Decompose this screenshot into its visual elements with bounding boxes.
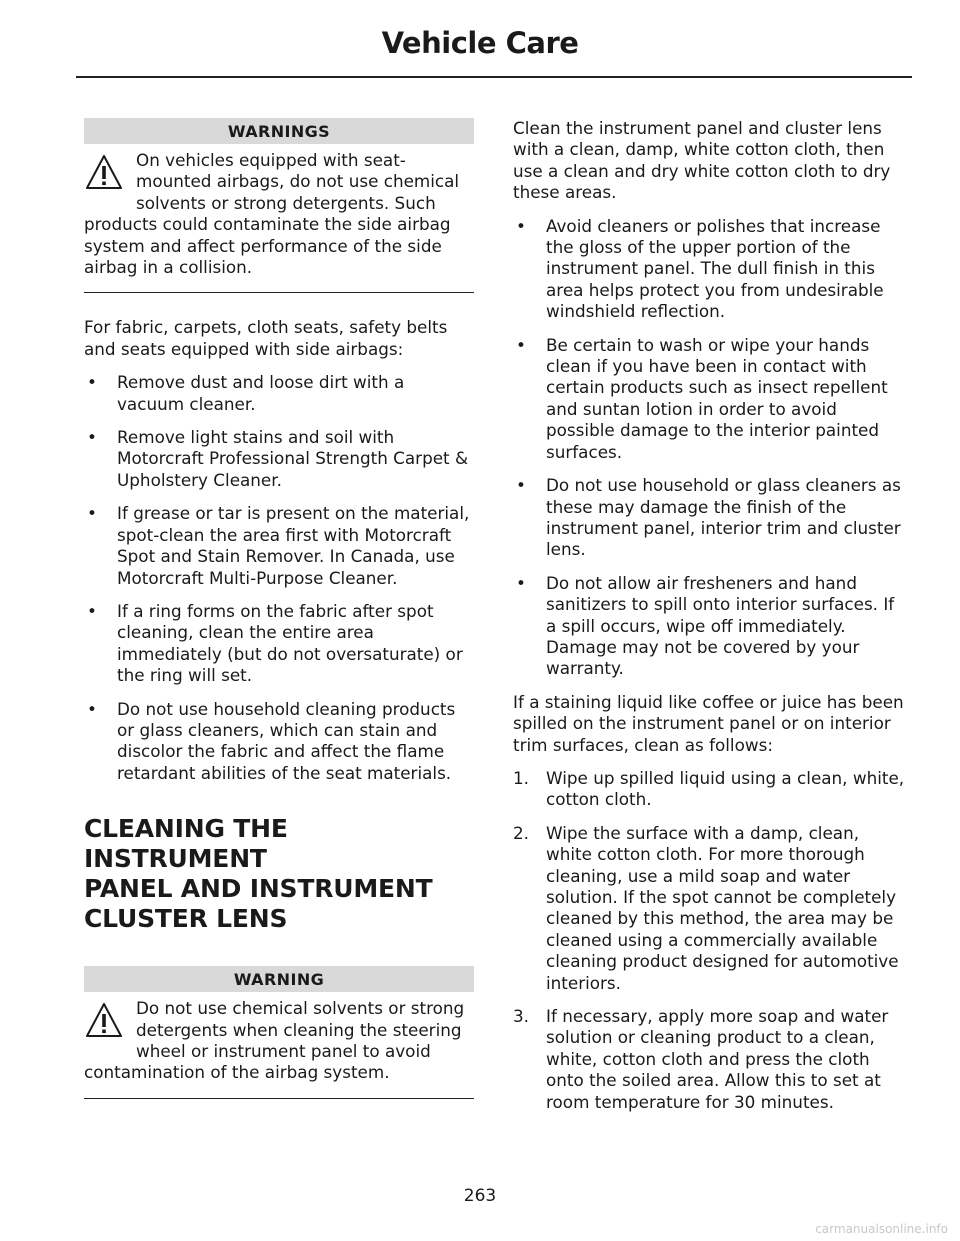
step-number: 2. xyxy=(513,822,530,843)
list-item: • Do not use household or glass cleaners as these may damage the finish of the instrument panel, interior trim and cluster lens. xyxy=(516,475,901,560)
left-column xyxy=(84,118,474,1099)
warning-triangle-icon xyxy=(84,1001,124,1041)
list-item: • If grease or tar is present on the material, spot-clean the area first with Motorcraft Spot and Stain Remover. In Canada, use Motorcraft Multi-Purpose Cleaner. xyxy=(87,503,470,588)
instrument-panel-intro: Clean the instrument panel and cluster lens with a clean, damp, white cotton cloth, then use a clean and dry white cotton cloth to dry these areas. xyxy=(513,118,891,203)
bullet-marker: • xyxy=(516,475,526,496)
bullet-marker: • xyxy=(87,698,97,719)
bullet-marker: • xyxy=(87,600,97,621)
warning-text: On vehicles equipped with seat-mounted airbags, do not use chemical solvents or strong detergents. Such products could contaminate the side airbag system and affect performance of the side airbag in a collision. xyxy=(84,150,460,278)
list-item: • Do not allow air fresheners and hand sanitizers to spill onto interior surfaces. If a spill occurs, wipe off immediately. Damage may not be covered by your warranty. xyxy=(516,572,895,679)
section-title: CLEANING THE INSTRUMENT PANEL AND INSTRUMENT CLUSTER LENS xyxy=(84,814,433,934)
list-item: • Avoid cleaners or polishes that increase the gloss of the upper portion of the instrument panel. The dull finish in this area helps protect you from undesirable windshield reflection. xyxy=(516,215,884,322)
list-item: • Do not use household cleaning products or glass cleaners, which can stain and discolor the fabric and affect the flame retardant abilities of the seat materials. xyxy=(87,698,456,783)
bullet-marker: • xyxy=(516,215,526,236)
watermark: carmanualsonline.info xyxy=(815,1222,948,1236)
warning-heading: WARNINGS xyxy=(84,118,474,144)
instrument-panel-bullet-list xyxy=(513,216,907,680)
right-column xyxy=(513,118,907,1113)
bullet-marker: • xyxy=(516,334,526,355)
warning-box-steering-wheel xyxy=(84,966,474,1099)
list-item: • If a ring forms on the fabric after spot cleaning, clean the entire area immediately (but do not oversaturate) or the ring will set. xyxy=(87,600,463,686)
staining-intro: If a staining liquid like coffee or juice has been spilled on the instrument panel or on interior trim surfaces, clean as follows: xyxy=(513,691,904,755)
warning-end-rule xyxy=(84,292,474,293)
list-item: • Be certain to wash or wipe your hands clean if you have been in contact with certain products such as insect repellent and suntan lotion in order to avoid possible damage to the interior painted surfaces. xyxy=(516,334,888,462)
bullet-marker: • xyxy=(87,372,97,393)
warning-triangle-icon xyxy=(84,153,124,193)
list-item: 1. Wipe up spilled liquid using a clean, white, cotton cloth. xyxy=(513,767,905,810)
bullet-marker: • xyxy=(87,427,97,448)
list-item: 3. If necessary, apply more soap and water solution or cleaning product to a clean, white, cotton cloth and press the cloth onto the soiled area. Allow this to set at room temperature for 30 minutes. xyxy=(513,1006,889,1112)
chapter-title: Vehicle Care xyxy=(381,26,579,60)
fabric-intro: For fabric, carpets, cloth seats, safety belts and seats equipped with side airbags: xyxy=(84,317,448,359)
list-item: 2. Wipe the surface with a damp, clean, white cotton cloth. For more thorough cleaning, use a mild soap and water solution. If the spot cannot be completely cleaned by this method, the area may be cleaned using a commercially available cleaning product designed for automotive interiors. xyxy=(513,822,899,993)
bullet-marker: • xyxy=(87,503,97,524)
step-number: 1. xyxy=(513,767,530,788)
list-item: • Remove dust and loose dirt with a vacuum cleaner. xyxy=(87,372,405,414)
cleaning-steps-list xyxy=(513,768,907,1113)
fabric-bullet-list xyxy=(84,372,474,784)
list-item: • Remove light stains and soil with Motorcraft Professional Strength Carpet & Upholstery Cleaner. xyxy=(87,427,469,490)
page-number: 263 xyxy=(463,1186,497,1206)
step-number: 3. xyxy=(513,1006,530,1027)
warning-box-seat-airbags xyxy=(84,118,474,293)
bullet-marker: • xyxy=(516,572,526,593)
header-rule xyxy=(76,76,912,78)
warning-end-rule xyxy=(84,1098,474,1099)
warning-text: Do not use chemical solvents or strong detergents when cleaning the steering wheel or instrument panel to avoid contamination of the airbag system. xyxy=(84,998,465,1083)
warning-heading: WARNING xyxy=(84,966,474,992)
